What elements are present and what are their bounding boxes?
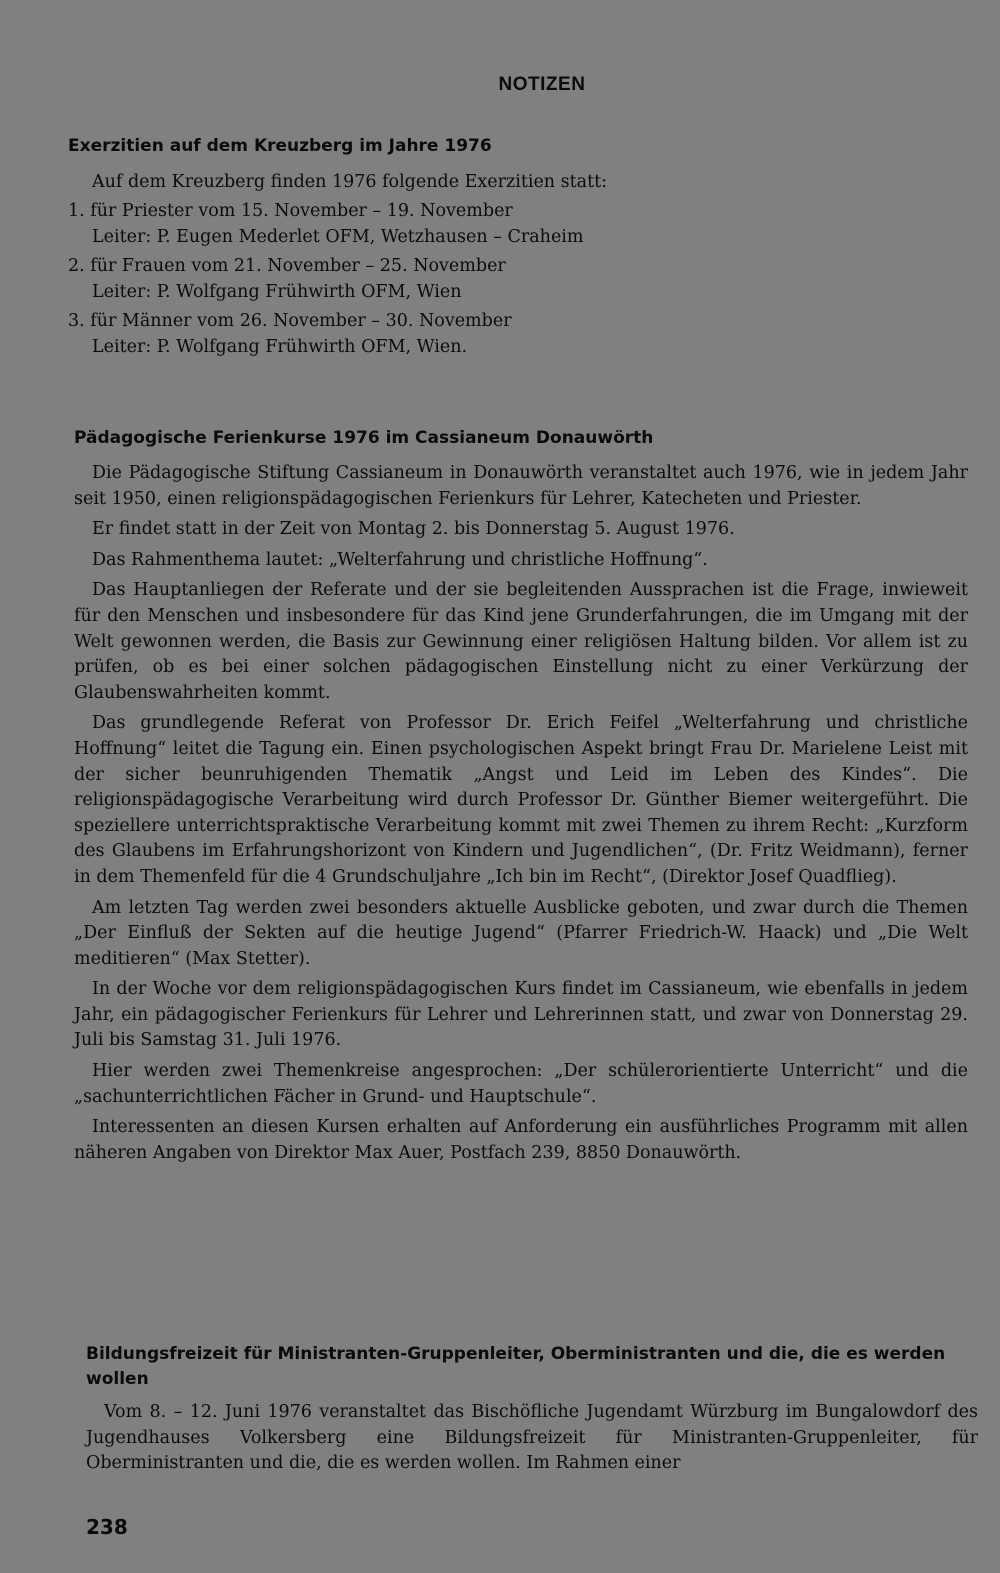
paragraph-text: Das Rahmenthema lautet: „Welterfahrung und christliche Hoffnung“. <box>92 549 708 570</box>
paragraph <box>74 1059 968 1110</box>
paragraph-text: Vom 8. – 12. Juni 1976 veranstaltet das Bischöfliche Jugendamt Würzburg im Bungalowdorf des Jugendhauses Volkersberg eine Bildungsfreizeit für Ministranten-Gruppenleiter, für Oberministranten und die, die es werden wollen. Im Rahmen einer <box>86 1402 978 1474</box>
paragraph <box>74 1115 968 1166</box>
paragraph <box>74 977 968 1054</box>
running-head: NOTIZEN <box>498 74 586 95</box>
paragraph <box>74 548 968 574</box>
paragraph-text: Das grundlegende Referat von Professor Dr. Erich Feifel „Welterfahrung und christliche Hoffnung“ leitet die Tagung ein. Einen psychologischen Aspekt bringt Frau Dr. Marielene Leist mit der sicher beunruhigenden Thematik „Angst und Leid im Leben des Kindes“. Die religionspädagogische Verarbeitung wird durch Professor Dr. Günther Biemer weitergeführt. Die speziellere unterrichtspraktische Verarbeitung kommt mit zwei Themen zu ihrem Recht: „Kurzform des Glaubens im Erfahrungshorizont von Kindern und Jugendlichen“, (Dr. Fritz Weidmann), ferner in dem Themenfeld für die 4 Grundschuljahre „Ich bin im Recht“, (Direktor Josef Quadflieg). <box>74 713 968 887</box>
list-item-leader: Leiter: P. Wolfgang Frühwirth OFM, Wien. <box>92 337 468 357</box>
paragraph-text: Das Hauptanliegen der Referate und der sie begleitenden Aussprachen ist die Frage, inwieweit für den Menschen und insbesondere für das Kind jene Grunderfahrungen, die im Umgang mit der Welt gewonnen werden, die Basis zur Gewinnung einer religiösen Haltung bilden. Vor allem ist zu prüfen, ob es bei einer solchen pädagogischen Einstellung nicht zu einer Verkürzung der Glaubenswahrheiten kommt. <box>74 580 968 703</box>
page-number: 238 <box>86 1515 128 1539</box>
paragraph-text: In der Woche vor dem religionspädagogischen Kurs findet im Cassianeum, wie ebenfalls in jedem Jahr, ein pädagogischer Ferienkurs für Lehrer und Lehrerinnen statt, und zwar von Donnerstag 29. Juli bis Samstag 31. Juli 1976. <box>74 979 968 1051</box>
list-item-leader: Leiter: P. Wolfgang Frühwirth OFM, Wien <box>92 282 462 302</box>
list-item <box>68 253 960 305</box>
paragraph <box>74 711 968 890</box>
paragraph-text: Hier werden zwei Themenkreise angesprochen: „Der schülerorientierte Unterricht“ und die „sachunterrichtlichen Fächer in Grund- und Hauptschule“. <box>74 1061 968 1107</box>
list-item <box>68 308 960 360</box>
paragraph <box>74 896 968 973</box>
paragraph-text: Die Pädagogische Stiftung Cassianeum in Donauwörth veranstaltet auch 1976, wie in jedem Jahr seit 1950, einen religionspädagogischen Ferienkurs für Lehrer, Katecheten und Priester. <box>74 463 968 509</box>
list-item-dates: 2. für Frauen vom 21. November – 25. November <box>68 256 506 276</box>
section-heading: Bildungsfreizeit für Ministranten-Gruppenleiter, Oberministranten und die, die es werden wollen <box>86 1344 946 1389</box>
paragraph-text: Er findet statt in der Zeit von Montag 2. bis Donnerstag 5. August 1976. <box>92 519 735 540</box>
section-heading: Exerzitien auf dem Kreuzberg im Jahre 1976 <box>68 136 492 156</box>
list-item-leader: Leiter: P. Eugen Mederlet OFM, Wetzhausen – Craheim <box>92 227 584 247</box>
paragraph-text: Am letzten Tag werden zwei besonders aktuelle Ausblicke geboten, und zwar durch die Themen „Der Einfluß der Sekten auf die heutige Jugend“ (Pfarrer Friedrich-W. Haack) und „Die Welt meditieren“ (Max Stetter). <box>74 897 968 969</box>
list-item-dates: 3. für Männer vom 26. November – 30. November <box>68 311 512 331</box>
list-item-dates: 1. für Priester vom 15. November – 19. November <box>68 201 513 221</box>
paragraph <box>74 461 968 512</box>
section-exerzitien <box>68 134 960 363</box>
section-bildungsfreizeit <box>86 1342 978 1482</box>
section-heading: Pädagogische Ferienkurse 1976 im Cassianeum Donauwörth <box>74 428 654 448</box>
list-item <box>68 198 960 250</box>
intro-line: Auf dem Kreuzberg finden 1976 folgende Exerzitien statt: <box>92 172 608 192</box>
section-ferienkurse <box>74 426 968 1171</box>
paragraph <box>74 517 968 543</box>
paragraph-text: Interessenten an diesen Kursen erhalten auf Anforderung ein ausführliches Programm mit allen näheren Angaben von Direktor Max Auer, Postfach 239, 8850 Donauwörth. <box>74 1117 968 1163</box>
paragraph <box>74 578 968 706</box>
paragraph <box>86 1400 978 1477</box>
